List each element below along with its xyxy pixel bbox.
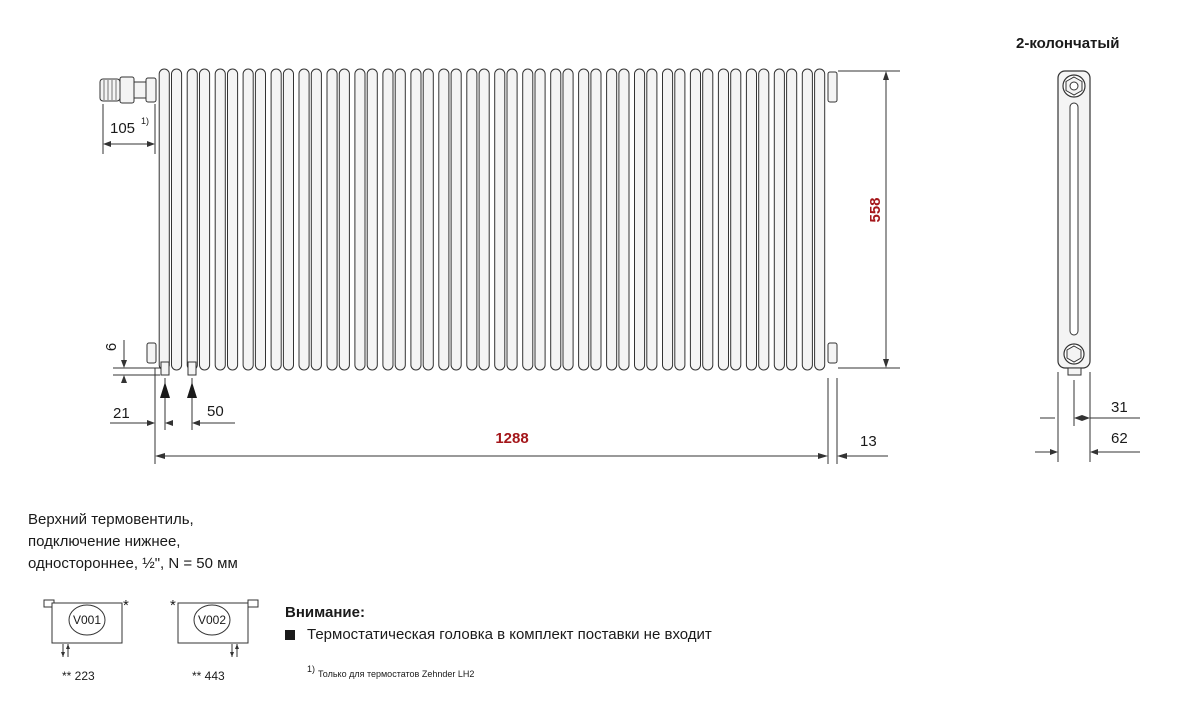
variant-v002-star: *	[170, 597, 176, 614]
radiator-section	[159, 69, 181, 370]
arrow	[155, 453, 165, 459]
radiator-section	[411, 69, 433, 370]
variant-v001	[44, 597, 129, 683]
description-line: подключение нижнее,	[28, 533, 181, 550]
dim-depth-outer-label: 62	[1111, 430, 1128, 447]
radiator-sections	[159, 69, 824, 370]
section-tube	[663, 69, 673, 370]
radiator-section	[523, 69, 545, 370]
attention-item	[285, 626, 712, 643]
radiator-section	[551, 69, 573, 370]
section-tube	[690, 69, 700, 370]
section-tube	[200, 69, 210, 370]
section-tube	[718, 69, 728, 370]
radiator-section	[187, 69, 209, 370]
radiator-section	[355, 69, 377, 370]
radiator-section	[774, 69, 796, 370]
arrow	[165, 420, 173, 426]
radiator-section	[690, 69, 712, 370]
radiator-section	[746, 69, 768, 370]
section-tube	[591, 69, 601, 370]
section-tube	[467, 69, 477, 370]
arrow	[1090, 449, 1098, 455]
dim-right-extra-label: 13	[860, 433, 877, 450]
square-bullet-icon	[285, 630, 295, 640]
radiator-section	[495, 69, 517, 370]
section-tube	[215, 69, 225, 370]
section-tube	[423, 69, 433, 370]
section-tube	[802, 69, 812, 370]
arrow	[103, 141, 111, 147]
section-tube	[619, 69, 629, 370]
arrow	[147, 141, 155, 147]
section-tube	[299, 69, 309, 370]
attention-title: Внимание:	[285, 604, 365, 621]
arrow	[121, 375, 127, 383]
section-tube	[815, 69, 825, 370]
variant-v002	[170, 597, 258, 683]
footnote-text: Только для термостатов Zehnder LH2	[318, 669, 475, 679]
section-tube	[635, 69, 645, 370]
description-line: Верхний термовентиль,	[28, 511, 194, 528]
variant-v002-note: ** 443	[192, 669, 225, 683]
dim-left-conn-label: 21	[113, 405, 130, 422]
description-line: одностороннее, ½", N = 50 мм	[28, 555, 238, 572]
radiator-section	[215, 69, 237, 370]
radiator-section	[383, 69, 405, 370]
section-tube	[172, 69, 182, 370]
connection-stub-right	[188, 362, 196, 375]
section-tube	[228, 69, 238, 370]
section-tube	[495, 69, 505, 370]
section-tube	[563, 69, 573, 370]
arrow	[1082, 415, 1090, 421]
section-tube	[339, 69, 349, 370]
attention-block	[285, 604, 712, 643]
section-tube	[731, 69, 741, 370]
variant-v001-star: *	[123, 597, 129, 614]
section-tube	[579, 69, 589, 370]
dim-conn-spacing-label: 50	[207, 403, 224, 420]
side-view	[1058, 71, 1090, 375]
section-tube	[479, 69, 489, 370]
radiator-section	[663, 69, 685, 370]
radiator-section	[271, 69, 293, 370]
arrow	[192, 420, 200, 426]
section-tube	[255, 69, 265, 370]
side-view-title: 2-колончатый	[1016, 35, 1120, 52]
section-tube	[159, 69, 169, 370]
section-tube	[271, 69, 281, 370]
arrow	[883, 71, 889, 80]
thermostatic-valve	[100, 77, 156, 103]
dim-width	[155, 378, 888, 464]
dim-depth	[1035, 372, 1140, 462]
variant-v001-note: ** 223	[62, 669, 95, 683]
right-bottom-plug	[828, 343, 837, 363]
section-tube	[535, 69, 545, 370]
section-tube	[411, 69, 421, 370]
section-tube	[523, 69, 533, 370]
section-tube	[327, 69, 337, 370]
arrow	[837, 453, 847, 459]
dim-thermo-offset-note: 1)	[141, 116, 150, 126]
radiator-section	[327, 69, 349, 370]
section-tube	[439, 69, 449, 370]
arrow	[147, 420, 155, 426]
radiator-section	[802, 69, 824, 370]
dim-height-label: 558	[867, 197, 884, 223]
flow-arrow-up	[187, 382, 197, 398]
section-tube	[507, 69, 517, 370]
section-tube	[647, 69, 657, 370]
section-tube	[243, 69, 253, 370]
arrow	[818, 453, 828, 459]
arrow	[1050, 449, 1058, 455]
section-tube	[283, 69, 293, 370]
connection-description	[28, 509, 328, 575]
radiator-section	[579, 69, 601, 370]
arrow	[121, 360, 127, 368]
section-tube	[551, 69, 561, 370]
section-tube	[703, 69, 713, 370]
attention-item-text: Термостатическая головка в комплект поставки не входит	[307, 626, 712, 643]
footnote-mark: 1)	[307, 664, 316, 674]
section-tube	[607, 69, 617, 370]
section-tube	[395, 69, 405, 370]
section-tube	[187, 69, 197, 370]
variant-v001-code: V001	[72, 613, 102, 627]
dim-width-label: 1288	[495, 430, 529, 447]
section-tube	[746, 69, 756, 370]
radiator-section	[718, 69, 740, 370]
radiator-section	[635, 69, 657, 370]
section-tube	[675, 69, 685, 370]
radiator-section	[243, 69, 265, 370]
dim-depth-inner-label: 31	[1111, 399, 1128, 416]
section-tube	[383, 69, 393, 370]
section-tube	[451, 69, 461, 370]
dim-bottom-gap-label: 6	[103, 342, 120, 352]
section-tube	[367, 69, 377, 370]
flow-arrow-up	[160, 382, 170, 398]
arrow	[1074, 415, 1082, 421]
radiator-section	[299, 69, 321, 370]
section-tube	[355, 69, 365, 370]
radiator-section	[439, 69, 461, 370]
left-bottom-plug	[147, 343, 156, 363]
connection-stub-left	[161, 362, 169, 375]
radiator-section	[467, 69, 489, 370]
dim-thermo-offset-label: 105	[110, 120, 136, 137]
radiator-section	[607, 69, 629, 370]
section-tube	[774, 69, 784, 370]
section-tube	[759, 69, 769, 370]
variant-v002-code: V002	[197, 613, 227, 627]
arrow	[883, 359, 889, 368]
right-top-plug	[828, 72, 837, 102]
section-tube	[787, 69, 797, 370]
section-tube	[311, 69, 321, 370]
